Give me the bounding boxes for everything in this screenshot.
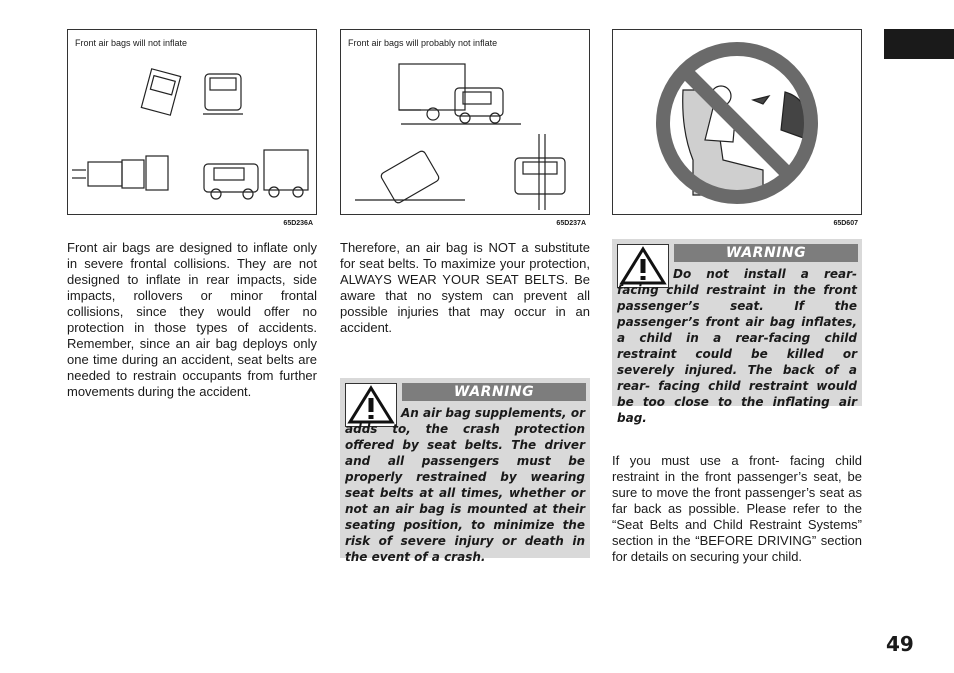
no-rear-facing-child-seat-icon [613,30,861,214]
airbag-substitute-paragraph: Therefore, an air bag is NOT a substitute for seat belts. To maximize your protection, ALWAYS WEAR YOUR SEAT BELTS. Be aware that no system can prevent all possible injuries that may occur in an accident. [340,240,590,335]
figure-no-inflate [67,29,317,227]
warning-text: Do not install a rear- facing child restraint in the front passenger’s seat. If the passenger’s front air bag inflates, a child in a rear-facing child restraint could be killed or severely injured. The back of a rear- facing child restraint would be too close to the inflating air bag. [617,267,857,425]
front-facing-restraint-paragraph: If you must use a front- facing child restraint in the front passenger’s seat, be sure to move the front passenger’s seat as far back as possible. Please refer to the “Seat Belts and Child Restraint Systems” section in the “BEFORE DRIVING” section for details on securing your child. [612,453,862,564]
warning-title: WARNING [402,383,586,401]
warning-title: WARNING [674,244,858,262]
figure-caption: Front air bags will probably not inflate [348,38,498,48]
page-number: 49 [886,632,914,656]
figure-code: 65D237A [556,220,586,227]
figure-caption: Front air bags will not inflate [75,38,188,48]
airbag-inflation-paragraph: Front air bags are designed to inflate only in severe frontal collisions. They are not designed to inflate in rear impacts, side impacts, rollovers or minor frontal collisions, since they would offer no protection in those types of accidents. Remember, since an air bag deploys only one time during an accident, seat belts are needed to restrain occupants from further movements during the accident. [67,240,317,399]
illustration-probably-no-inflate [341,30,589,214]
figure-probably-no-inflate [340,29,590,227]
warning-text: An air bag supplements, or adds to, the crash protection offered by seat belts. The driver and all passengers must be properly restrained by wearing seat belts at all times, whether or not an air bag is mounted at their seating position, to minimize the risk of severe injury or death in the event of a crash. [345,406,585,564]
warning-box-seat-belts [340,378,590,564]
figure-code: 65D607 [833,220,858,227]
warning-box-child-restraint [612,239,862,425]
figure-no-rear-facing-seat [612,29,862,227]
section-tab-marker [884,29,954,59]
illustration-no-inflate [68,30,316,214]
figure-code: 65D236A [283,220,313,227]
